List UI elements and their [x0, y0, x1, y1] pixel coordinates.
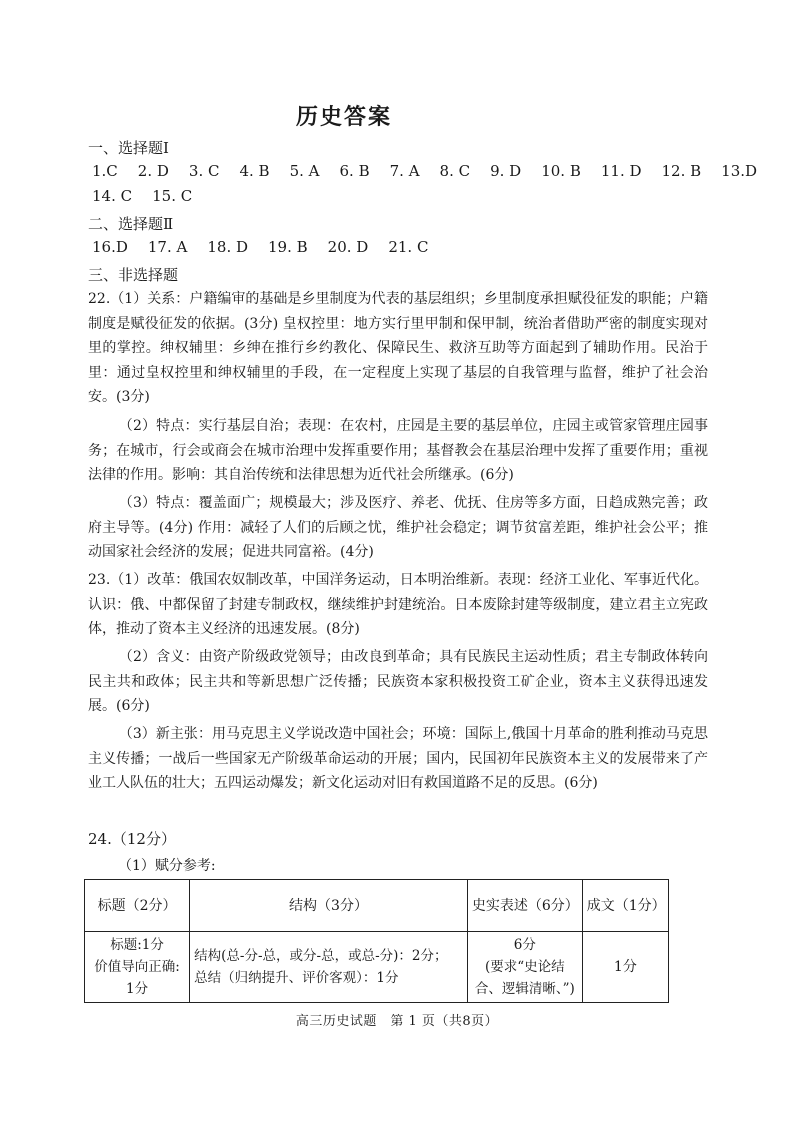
answer-item: 2. D	[137, 162, 169, 180]
answer-item: 1.C	[92, 162, 118, 180]
q23-part1: 23.（1）改革：俄国农奴制改革，中国洋务运动，日本明治维新。表现：经济工业化、军事近代化。认识：俄、中都保留了封建专制政权，继续维护封建统治。日本废除封建等级制度，建立君主立宪政体，推动了资本主义经济的迅速发展。(8分)	[88, 572, 708, 637]
cell-structure-score: 结构(总-分-总，或分-总，或总-分)：2分； 总结（归纳提升、评价客观）：1分	[190, 932, 468, 1003]
q24-heading: 24.（12分）	[88, 830, 176, 848]
cell-writing-score: 1分	[582, 932, 668, 1003]
answer-item: 14. C	[92, 187, 133, 205]
answer-item: 15. C	[152, 187, 193, 205]
q22-part3: （3）特点：覆盖面广；规模最大；涉及医疗、养老、优抚、住房等多方面，日趋成熟完善；政府主导等。(4分) 作用：减轻了人们的后顾之忧，维护社会稳定；调节贫富差距，维护社会公平；推动国家社会经济的发展；促进共同富裕。(4分)	[88, 495, 708, 560]
page-footer: 高三历史试题 第 1 页（共8页）	[295, 1014, 499, 1029]
q23-part3: （3）新主张：用马克思主义学说改造中国社会；环境：国际上,俄国十月革命的胜利推动马克思主义传播；一战后一些国家无产阶级革命运动的开展；国内，民国初年民族资本主义的发展带来了产业工人队伍的壮大；五四运动爆发；新文化运动对旧有救国道路不足的反思。(6分)	[88, 726, 708, 791]
answer-item: 11. D	[600, 162, 642, 180]
answer-item: 16.D	[92, 238, 128, 256]
answer-item: 6. B	[339, 162, 370, 180]
answer-item: 13.D	[721, 162, 758, 180]
section2-answers-row1	[92, 238, 448, 256]
answer-item: 21. C	[388, 238, 429, 256]
section1-answers-row1	[92, 162, 777, 180]
answer-item: 3. C	[188, 162, 220, 180]
answer-item: 9. D	[490, 162, 522, 180]
q23-part2: （2）含义：由资产阶级政党领导；由改良到革命；具有民族民主运动性质；君主专制政体转向民主共和政体；民主共和等新思想广泛传播；民族资本家积极投资工矿企业，资本主义获得迅速发展。(6分)	[88, 649, 708, 714]
q22-part2: （2）特点：实行基层自治；表现：在农村，庄园是主要的基层单位，庄园主或管家管理庄园事务；在城市，行会或商会在城市治理中发挥重要作用；基督教会在基层治理中发挥了重要作用；重视法律的作用。影响：其自治传统和法律思想为近代社会所继承。(6分)	[88, 418, 708, 483]
header-facts: 史实表述（6分）	[467, 880, 582, 932]
answer-item: 17. A	[147, 238, 188, 256]
answer-item: 5. A	[289, 162, 320, 180]
answer-item: 19. B	[268, 238, 308, 256]
cell-title-score: 标题:1分 价值导向正确: 1分	[85, 932, 190, 1003]
header-writing: 成文（1分）	[582, 880, 668, 932]
page-title: 历史答案	[295, 105, 392, 130]
section1-heading: 一、选择题Ⅰ	[88, 139, 169, 157]
answer-item: 4. B	[239, 162, 270, 180]
section3-heading: 三、非选择题	[88, 266, 179, 284]
scoring-table	[84, 879, 669, 1003]
header-title: 标题（2分）	[85, 880, 190, 932]
q22-part1: 22.（1）关系：户籍编审的基础是乡里制度为代表的基层组织；乡里制度承担赋役征发的职能；户籍制度是赋役征发的依据。(3分) 皇权控里：地方实行里甲制和保甲制，统治者借助严密的制度实现对里的掌控。绅权辅里：乡绅在推行乡约教化、保障民生、救济互助等方面起到了辅助作用。民治于里：通过皇权控里和绅权辅里的手段，在一定程度上实现了基层的自我管理与监督，维护了社会治安。(3分)	[88, 291, 708, 405]
answer-item: 20. D	[327, 238, 369, 256]
section2-heading: 二、选择题Ⅱ	[88, 215, 174, 233]
answer-item: 12. B	[661, 162, 702, 180]
q24-subheading: （1）赋分参考:	[118, 858, 216, 874]
section1-answers-row2	[92, 187, 212, 205]
header-structure: 结构（3分）	[190, 880, 468, 932]
answer-item: 18. D	[207, 238, 249, 256]
answer-item: 7. A	[389, 162, 420, 180]
answer-item: 8. C	[439, 162, 471, 180]
answer-item: 10. B	[541, 162, 581, 180]
cell-facts-score: 6分 (要求“史论结合、逻辑清晰、”)	[467, 932, 582, 1003]
